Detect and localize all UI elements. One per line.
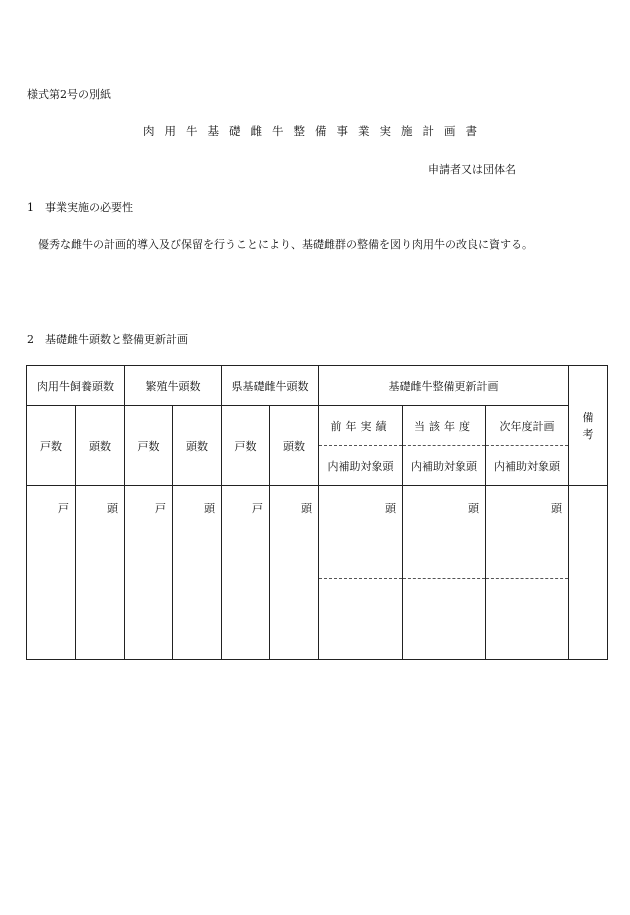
plan-prev-subsidy: 内補助対象頭 [319, 446, 403, 486]
sub-households-2: 戸数 [125, 406, 173, 486]
header-prefectural-cows: 県基礎雌牛頭数 [222, 366, 319, 406]
sub-households-3: 戸数 [222, 406, 270, 486]
plan-current-subsidy: 内補助対象頭 [403, 446, 486, 486]
plan-prev-year: 前年実績 [319, 406, 403, 446]
document-title: 肉用牛基礎雌牛整備事業実施計画書 [143, 124, 487, 138]
header-beef-cattle: 肉用牛飼養頭数 [27, 366, 125, 406]
header-remarks [569, 366, 608, 486]
plan-next-year: 次年度計画 [486, 406, 569, 446]
sub-heads-2: 頭数 [173, 406, 222, 486]
unit-households-1: 戸 [27, 486, 76, 660]
header-renewal-plan: 基礎雌牛整備更新計画 [319, 366, 569, 406]
unit-plan-prev: 頭 [319, 486, 403, 579]
section2-heading: 2 基礎雌牛頭数と整備更新計画 [27, 333, 188, 346]
unit-heads-3: 頭 [270, 486, 319, 660]
sub-heads-1: 頭数 [76, 406, 125, 486]
plan-current-year: 当該年度 [403, 406, 486, 446]
plan-next-subsidy: 内補助対象頭 [486, 446, 569, 486]
sub-households-1: 戸数 [27, 406, 76, 486]
plan-table [26, 365, 608, 660]
remarks-cell [569, 486, 608, 660]
applicant-name-label: 申請者又は団体名 [428, 163, 516, 176]
unit-plan-next: 頭 [486, 486, 569, 579]
section1-heading: 1 事業実施の必要性 [27, 201, 133, 214]
unit-heads-2: 頭 [173, 486, 222, 660]
subsidy-cell-next [486, 579, 569, 660]
remarks-char-1: 備 [582, 410, 594, 424]
subsidy-cell-prev [319, 579, 403, 660]
subsidy-cell-current [403, 579, 486, 660]
unit-plan-current: 頭 [403, 486, 486, 579]
section1-body: 優秀な雌牛の計画的導入及び保留を行うことにより、基礎雌群の整備を図り肉用牛の改良に資する。 [38, 238, 533, 251]
unit-households-3: 戸 [222, 486, 270, 660]
form-number-label: 様式第2号の別紙 [27, 88, 111, 101]
sub-heads-3: 頭数 [270, 406, 319, 486]
unit-heads-1: 頭 [76, 486, 125, 660]
header-breeding-cattle: 繁殖牛頭数 [125, 366, 222, 406]
remarks-char-2: 考 [582, 427, 594, 441]
unit-households-2: 戸 [125, 486, 173, 660]
